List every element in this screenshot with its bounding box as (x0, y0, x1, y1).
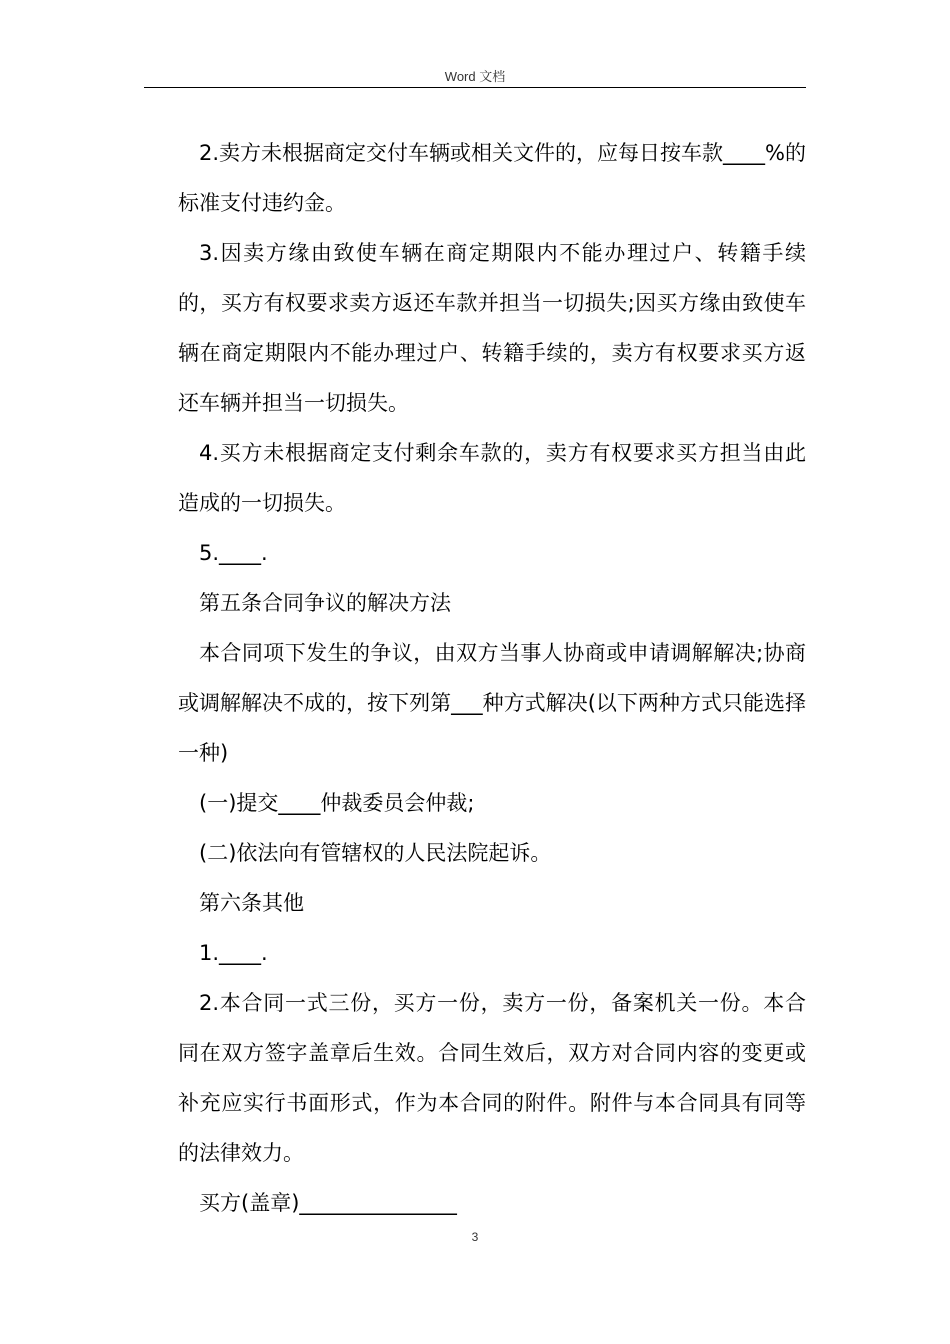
paragraph-other-1: 1.____. (199, 941, 268, 965)
paragraph-dispute-resolution: 本合同项下发生的争议，由双方当事人协商或申请调解解决;协商或调解解决不成的，按下列第___种方式解决(以下两种方式只能选择一种) (178, 641, 806, 765)
page-number: 3 (471, 1230, 479, 1244)
paragraph-clause-5: 5.____. (199, 541, 268, 565)
paragraph-option-court: (二)依法向有管辖权的人民法院起诉。 (199, 841, 552, 865)
paragraph-other-2: 2.本合同一式三份，买方一份，卖方一份，备案机关一份。本合同在双方签字盖章后生效。合同生效后，双方对合同内容的变更或补充应实行书面形式，作为本合同的附件。附件与本合同具有同等的法律效力。 (178, 991, 806, 1165)
page-header-title: Word 文档 (444, 69, 506, 84)
section-heading-article-5: 第五条合同争议的解决方法 (199, 591, 451, 615)
document-body (178, 128, 806, 1228)
paragraph-option-arbitration: (一)提交____仲裁委员会仲裁; (199, 791, 475, 815)
paragraph-clause-2: 2.卖方未根据商定交付车辆或相关文件的，应每日按车款____%的标准支付违约金。 (178, 141, 806, 215)
paragraph-clause-4: 4.买方未根据商定支付剩余车款的，卖方有权要求买方担当由此造成的一切损失。 (178, 441, 806, 515)
buyer-signature-line: 买方(盖章)_______________ (199, 1191, 457, 1215)
section-heading-article-6: 第六条其他 (199, 891, 304, 915)
paragraph-clause-3: 3.因卖方缘由致使车辆在商定期限内不能办理过户、转籍手续的，买方有权要求卖方返还车款并担当一切损失;因买方缘由致使车辆在商定期限内不能办理过户、转籍手续的，卖方有权要求买方返还车辆并担当一切损失。 (178, 241, 806, 415)
header-divider (144, 87, 806, 88)
